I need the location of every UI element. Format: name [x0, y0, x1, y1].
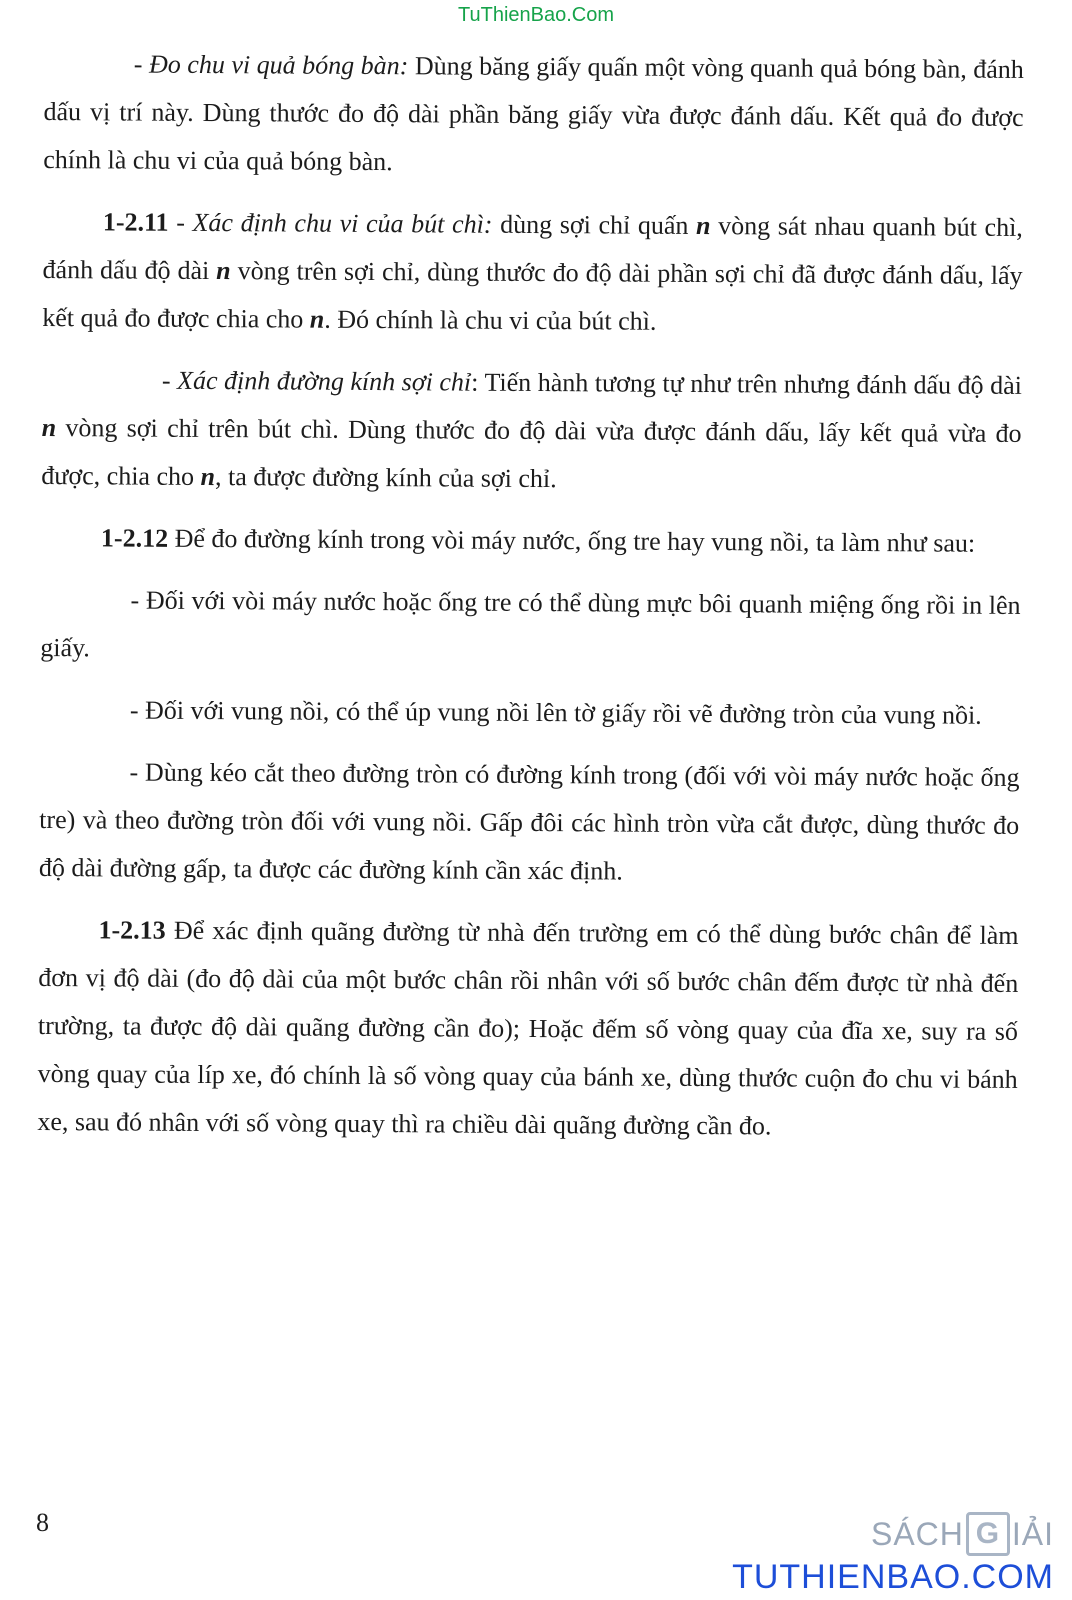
- paragraph-lead: - Xác định đường kính sợi chỉ: [161, 365, 472, 397]
- paragraph-1-2-11: [42, 198, 1023, 348]
- paragraph-text: vòng trên sợi chỉ, dùng thước đo độ dài phần sợi chỉ đã được đánh dấu, lấy kết quả đo được chia cho: [42, 256, 1023, 334]
- paragraph-lead: - Đo chu vi quả bóng bàn:: [133, 49, 409, 81]
- paragraph-text: Để đo đường kính trong vòi máy nước, ống tre hay vung nồi, ta làm như sau:: [168, 523, 976, 558]
- paragraph-lead: - Xác định chu vi của bút chì:: [168, 207, 493, 239]
- paragraph-ping-pong-circumference: [43, 40, 1024, 190]
- watermark-top: TuThienBao.Com: [458, 4, 614, 26]
- paragraph-text: dùng sợi chỉ quấn: [492, 209, 697, 240]
- variable-n: n: [309, 304, 325, 334]
- paragraph-pot-lid: - Đối với vung nồi, có thể úp vung nồi lên tờ giấy rồi vẽ đường tròn của vung nồi.: [129, 695, 982, 730]
- variable-n: n: [696, 210, 711, 241]
- variable-n: n: [216, 256, 231, 286]
- paragraph-thread-diameter: [41, 356, 1022, 506]
- paragraph-text: vòng sát nhau quanh bút chì, đánh dấu độ dài: [42, 211, 1023, 286]
- paragraph-1-2-12: [41, 514, 1021, 568]
- exercise-number: 1-2.11: [102, 207, 169, 237]
- exercise-number: 1-2.12: [100, 523, 169, 553]
- page-body: [37, 40, 1024, 1166]
- paragraph-text: . Đó chính là chu vi của bút chì.: [324, 304, 657, 336]
- exercise-number: 1-2.13: [98, 915, 166, 945]
- paragraph-1-2-13: [37, 906, 1018, 1152]
- brand-url: TUTHIENBAO.COM: [732, 1558, 1054, 1596]
- brand-g-icon: G: [966, 1512, 1010, 1556]
- paragraph-text: , ta được đường kính của sợi chỉ.: [214, 462, 557, 494]
- paragraph-tap-bamboo: - Đối với vòi máy nước hoặc ống tre có thể dùng mực bôi quanh miệng ống rồi in lên giấy.: [40, 585, 1021, 663]
- page-number: 8: [36, 1508, 49, 1537]
- paragraph-text: Để xác định quãng đường từ nhà đến trường em có thể dùng bước chân để làm đơn vị độ dài (đo độ dài của một bước chân rồi nhân với số bước chân đếm được từ nhà đến trường, ta được độ dài quãng đường cần đo); Hoặc đếm số vòng quay của đĩa xe, suy ra số vòng quay của líp xe, đó chính là số vòng quay của bánh xe, dùng thước cuộn đo chu vi bánh xe, sau đó nhân với số vòng quay thì ra chiều dài quãng đường cần đo.: [37, 915, 1019, 1141]
- paragraph-text: : Tiến hành tương tự như trên nhưng đánh dấu độ dài: [471, 367, 1022, 400]
- variable-n: n: [41, 412, 57, 443]
- paragraph-text: vòng sợi chỉ trên bút chì. Dùng thước đo độ dài vừa được đánh dấu, lấy kết quả vừa đo được, chia cho: [41, 413, 1022, 491]
- brand-iai-text: IẢI: [1011, 1515, 1054, 1552]
- brand-line1: [732, 1512, 1054, 1556]
- brand-sach-text: SÁCH: [870, 1515, 964, 1552]
- brand-logo: [732, 1512, 1054, 1597]
- variable-n: n: [200, 461, 216, 492]
- paragraph-cut-circles: - Dùng kéo cắt theo đường tròn có đường kính trong (đối với vòi máy nước hoặc ống tre) và theo đường tròn đối với vung nồi. Gấp đôi các hình tròn vừa cắt được, dùng thước đo độ dài đường gấp, ta được các đường kính cần xác định.: [38, 757, 1020, 886]
- paragraph-text: Dùng băng giấy quấn một vòng quanh quả bóng bàn, đánh dấu vị trí này. Dùng thước đo độ dài phần băng giấy vừa được đánh dấu. Kết quả đo được chính là chu vi của quả bóng bàn.: [43, 51, 1024, 177]
